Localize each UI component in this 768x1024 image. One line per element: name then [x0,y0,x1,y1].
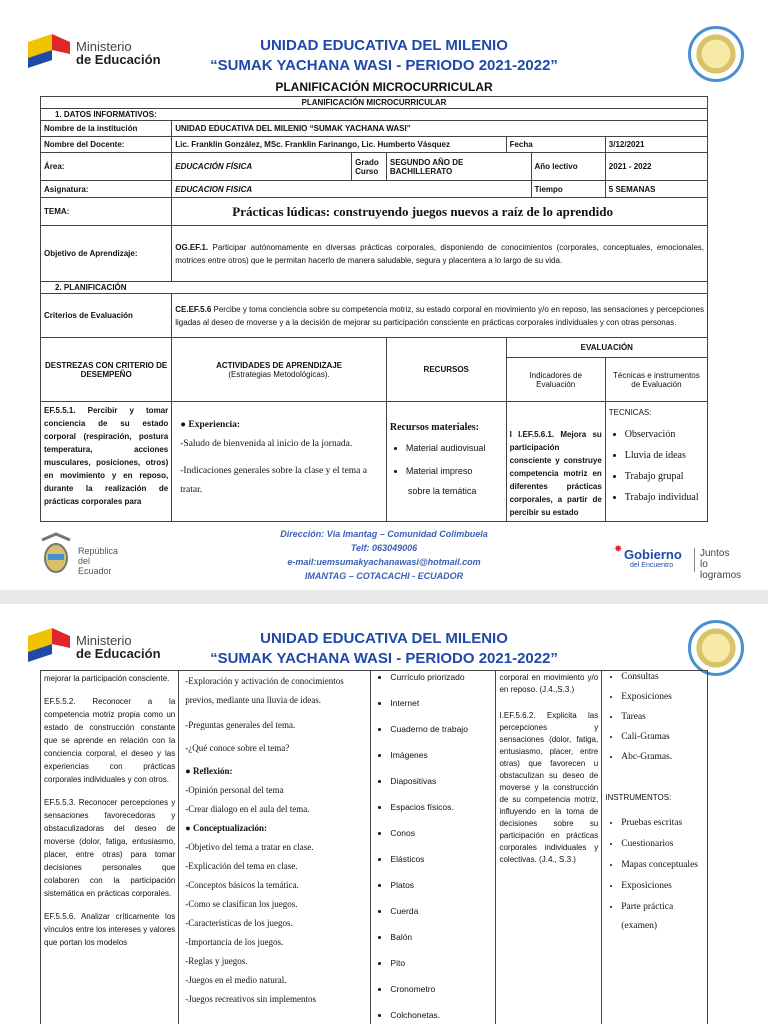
techniques-instruments-cell [602,671,708,1024]
resource-item: • Cronometro [390,984,492,994]
time-value: 5 SEMANAS [605,181,707,198]
republica-line2: del Ecuador [78,556,112,576]
resource-item: • Balón [390,932,492,942]
activity-item: -Juegos en el medio natural. [185,975,287,985]
subject-label: Asignatura: [41,181,172,198]
technique-item: • Lluvia de ideas [625,450,704,462]
year-label: Año lectivo [531,153,605,181]
reflexion-heading: ● Reflexión: [185,766,233,776]
instrument-item: • Pruebas escritas [621,814,704,833]
destreza-code: EF.5.5.1. [44,406,76,415]
criteria-code: CE.EF.5.6 [175,304,212,314]
gobierno-sub: del Encuentro [630,562,674,569]
resource-item: • Material audiovisual [406,441,503,455]
section-2-heading: 2. PLANIFICACIÓN [41,282,708,294]
resource-item: • Internet [390,698,492,708]
activities-cell [179,671,371,1024]
technique-item: • Trabajo individual [625,492,704,504]
techniques-heading: TECNICAS: [608,408,652,417]
resource-item: • Material impreso [406,464,503,478]
resource-item: • Colchonetas. [390,1010,492,1020]
school-name: UNIDAD EDUCATIVA DEL MILENIO [260,630,508,647]
resources-heading: Recursos materiales: [389,422,480,433]
planning-table-continued [40,670,708,1024]
school-name: UNIDAD EDUCATIVA DEL MILENIO [260,37,508,54]
technique-item: • Exposiciones [621,692,704,703]
subject-value: EDUCACION FISICA [172,181,531,198]
ministry-line2: de Educación [76,52,161,67]
indicator-paragraph: I.EF.5.6.2. Explicita las percepciones y sensaciones (dolor, fatiga, entusiasmo, placer, entre otras) que favorecen u obstaculizan su deseo de moverse y la construcción de su competencia motriz, influyendo en la toma de decisiones sobre su participación en prácticas corporales individuales y colectivas. (J.4., S.3.) [499,711,599,864]
ministry-line1: Ministerio [76,39,132,54]
activities-cell [172,402,387,522]
reflexion-heading-text: Reflexión: [192,766,233,776]
col-destrezas-header: DESTREZAS CON CRITERIO DE DESEMPEÑO [41,338,172,402]
conceptualizacion-heading: ● Conceptualización: [185,823,267,833]
destreza-cell [41,402,172,522]
activity-item: -Objetivo del tema a tratar en clase. [185,842,314,852]
instrument-item: • Parte práctica (examen) [621,898,704,936]
activity-item: -Importancia de los juegos. [185,937,284,947]
criteria-label: Criterios de Evaluación [41,294,172,338]
objective-code: OG.EF.1. [175,242,209,252]
teacher-label: Nombre del Docente: [41,137,172,153]
activity-item: -Opinión personal del tema [185,785,284,795]
conceptualizacion-heading-text: Conceptualización: [192,823,267,833]
experiencia-heading: ● Experiencia: [180,420,241,430]
school-seal-icon [688,620,744,676]
area-label: Área: [41,153,172,181]
school-seal-icon [688,26,744,82]
juntos-line2: lo logramos [700,559,742,581]
technique-item: • Trabajo grupal [625,471,704,483]
grade-label: Grado Curso [352,153,387,181]
technique-item: • Abc-Gramas. [621,752,704,763]
coat-of-arms-icon [38,532,74,576]
section-1-heading: 1. DATOS INFORMATIVOS: [41,109,708,121]
planning-table [40,96,708,522]
gobierno-logo [614,544,744,581]
resource-item: • Espacios físicos. [390,802,492,812]
resources-cell [386,402,506,522]
destreza-paragraph: mejorar la participación consciente. [44,674,170,683]
activity-item: -Reglas y juegos. [185,956,248,966]
footer-address: Dirección: Vía Imantag – Comunidad Colimbuela [280,529,488,539]
time-label: Tiempo [531,181,605,198]
document-page-2 [0,604,768,1024]
col-actividades-title: ACTIVIDADES DE APRENDIZAJE [216,360,343,370]
resource-item: • Platos [390,880,492,890]
activity-item: -Como se clasifican los juegos. [185,899,298,909]
activity-item: -Juegos recreativos sin implementos [185,994,316,1004]
ministry-line2: de Educación [76,646,161,661]
republica-text [78,546,118,576]
resources-cell [371,671,496,1024]
institution-label: Nombre de la institución [41,121,172,137]
destreza-paragraph: EF.5.5.6. Analizar críticamente los vínculos entre los intereses y valores que portan los modelos [44,912,176,947]
footer-email: e-mail:uemsumakyachanawasi@hotmail.com [287,557,481,567]
experiencia-heading-text: Experiencia: [188,420,241,430]
objective-text: Participar autónomamente en diversas prácticas corporales, disponiendo de conocimientos (corporales, conceptuales, emocionales, motrices entre otros) que le permitan hacerlo de manera saludable, segura y placentera a lo largo de su vida. [175,242,704,265]
date-label: Fecha [506,137,605,153]
col-actividades-header [172,338,387,402]
area-value: EDUCACIÓN FÍSICA [172,153,352,181]
technique-item: • Consultas [621,672,704,683]
col-indicadores-header: Indicadores de Evaluación [506,358,605,402]
objective-label: Objetivo de Aprendizaje: [41,226,172,282]
criteria-cell [172,294,708,338]
page-header [0,0,768,80]
juntos-text [700,548,744,581]
destreza-text: Percibir y tomar conciencia de su estado corporal (respiración, postura temperatura, acciones musculares, posiciones, otros) en movimiento y en reposo, durante la realización de prácticas corporales para [44,406,169,506]
col-actividades-sub: (Estrategias Metodológicas). [228,369,330,379]
juntos-line1: Juntos [700,548,730,559]
instrument-item: • Exposiciones [621,877,704,896]
technique-item: • Observación [625,429,704,441]
resource-item: • Elásticos [390,854,492,864]
destreza-paragraph: EF.5.5.2. Reconocer a la competencia motriz propia como un estado de construcción constante que se aprende en relación con la conciencia corporal, el deseo y las experiencias con prácticas corporales individuales y con otros. [44,697,176,784]
theme-value: Prácticas lúdicas: construyendo juegos nuevos a raíz de lo aprendido [172,198,708,226]
resource-item: • Imágenes [390,750,492,760]
col-tecnicas-header: Técnicas e instrumentos de Evaluación [605,358,707,402]
resource-item: • Currículo priorizado [390,672,492,682]
school-period: “SUMAK YACHANA WASI - PERIODO 2021-2022” [210,650,558,667]
resource-item: • Pito [390,958,492,968]
activity-item: -Exploración y activación de conocimientos previos, mediante una lluvia de ideas. [185,676,344,705]
institution-value: UNIDAD EDUCATIVA DEL MILENIO “SUMAK YACHANA WASI” [172,121,708,137]
instrument-item: • Mapas conceptuales [621,856,704,875]
indicators-cell [496,671,602,1024]
plan-title: PLANIFICACIÓN MICROCURRICULAR [275,80,493,94]
resource-item: • Cuaderno de trabajo [390,724,492,734]
republica-logo [38,532,118,580]
activity-item: -Indicaciones generales sobre la clase y el tema a tratar. [180,466,367,495]
resource-item: • Conos [390,828,492,838]
year-value: 2021 - 2022 [605,153,707,181]
indicator-paragraph: corporal en movimiento y/o en reposo. (J.4.,S.3.) [499,673,599,694]
date-value: 3/12/2021 [605,137,707,153]
activity-item: -Preguntas generales del tema. [185,720,296,730]
technique-item: • Tareas [621,712,704,723]
instruments-heading: INSTRUMENTOS: [605,793,672,802]
activity-item: -Explicación del tema en clase. [185,861,298,871]
indicator-cell: I I.EF.5.6.1. Mejora su participación consciente y construye competencia motriz en diferentes prácticas corporales, a partir de percibir su estado [506,402,605,522]
sparkle-icon: ✸ [614,544,623,555]
activity-item: -Saludo de bienvenida al inicio de la jornada. [180,439,353,449]
theme-label: TEMA: [41,198,172,226]
school-period: “SUMAK YACHANA WASI - PERIODO 2021-2022” [210,57,558,74]
activity-item: -Crear dialogo en el aula del tema. [185,804,310,814]
republica-line1: República [78,546,119,556]
instrument-item: • Cuestionarios [621,835,704,854]
activity-item: -Conceptos básicos la temática. [185,880,299,890]
destreza-paragraph: EF.5.5.3. Reconocer percepciones y sensaciones favorecedoras y obstaculizadoras del deseo de moverse (dolor, fatiga, entusiasmo, placer, entre otras) para tomar decisiones personales que colaboren con la participación sistemática en prácticas corporales. [44,798,176,898]
teacher-value: Lic. Franklin González, MSc. Franklin Farinango, Lic. Humberto Vásquez [172,137,506,153]
grade-value: SEGUNDO AÑO DE BACHILLERATO [386,153,531,181]
objective-cell [172,226,708,282]
col-evaluacion-header: EVALUACIÓN [506,338,707,358]
criteria-text: Percibe y toma conciencia sobre su competencia motriz, su estado corporal en movimiento y/o en reposo, las sensaciones y percepciones ligadas al deseo de moverse y a la decisión de mejorar su participación consciente en prácticas corporales individuales y con otras personas. [175,304,704,327]
resource-item: • Cuerda [390,906,492,916]
resource-item: • Diapositivas [390,776,492,786]
ministry-line1: Ministerio [76,633,132,648]
table-caption: PLANIFICACIÓN MICROCURRICULAR [41,97,708,109]
destrezas-cell [41,671,179,1024]
footer-phone: Telf: 063049006 [350,543,418,553]
resource-item-continued: sobre la temática [407,486,477,496]
activity-item: -¿Qué conoce sobre el tema? [185,743,290,753]
footer-city: IMANTAG – COTACACHI - ECUADOR [304,571,464,581]
gobierno-text: Gobierno [624,547,682,562]
col-recursos-header: RECURSOS [386,338,506,402]
activity-item: -Características de los juegos. [185,918,293,928]
techniques-cell [605,402,707,522]
technique-item: • Cali-Gramas [621,732,704,743]
